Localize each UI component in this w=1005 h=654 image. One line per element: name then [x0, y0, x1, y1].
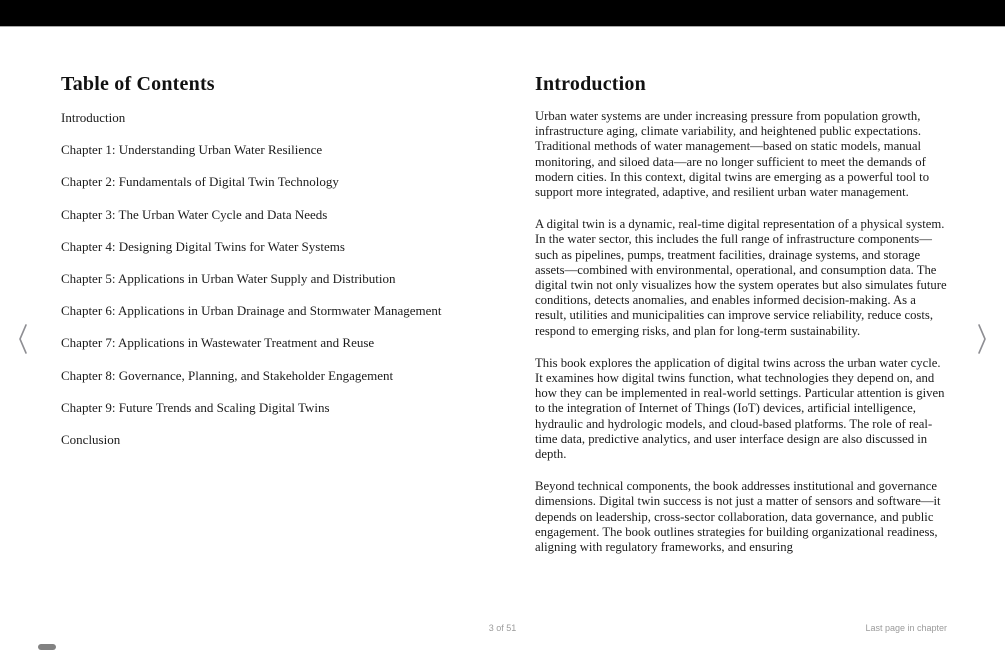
toc-item-chapter-7[interactable]: Chapter 7: Applications in Wastewater Treatment and Reuse [61, 335, 375, 351]
body-paragraph-3: This book explores the application of digital twins across the urban water cycle. It examines how digital twins function, what technologies they depend on, and how they can be implemented in real-world settings. Particular attention is given to the integration of Internet of Things (IoT) devices, artificial intelligence, hydraulic and hydrologic models, and cloud-based platforms. The role of real-time data, predictive analytics, and user interface design are also discussed in depth. [535, 355, 945, 462]
body-paragraph-2: A digital twin is a dynamic, real-time digital representation of a physical system. In the water sector, this includes the full range of infrastructure components—such as pipelines, pumps, treatment facilities, drainage systems, and storage assets—combined with environmental, operational, and consumption data. The digital twin not only visualizes how the system operates but also simulates future conditions, detects anomalies, and enables informed decision-making. As a result, utilities and municipalities can improve service reliability, reduce costs, respond to emerging risks, and plan for long-term sustainability. [535, 217, 947, 338]
toc-item-chapter-8[interactable]: Chapter 8: Governance, Planning, and Stakeholder Engagement [61, 367, 394, 383]
body-paragraph-4: Beyond technical components, the book addresses institutional and governance dimensions. Digital twin success is not just a matter of sensors and software—it depends on leadership, cross-sector collaboration, data governance, and public engagement. The book outlines strategies for building organizational readiness, aligning with regulatory frameworks, and ensuring [535, 479, 941, 555]
toc-item-chapter-5[interactable]: Chapter 5: Applications in Urban Water Supply and Distribution [61, 271, 396, 287]
toc-page [61, 72, 486, 456]
body-paragraph-1: Urban water systems are under increasing pressure from population growth, infrastructure aging, climate variability, and heightened public expectations. Traditional methods of water management—based on static models, manual monitoring, and siloed data—are no longer sufficient to meet the demands of modern cities. In this context, digital twins are emerging as a powerful tool to support more integrated, adaptive, and resilient urban water management. [535, 109, 930, 200]
toc-item-introduction[interactable]: Introduction [61, 110, 126, 125]
toc-item-chapter-9[interactable]: Chapter 9: Future Trends and Scaling Digital Twins [61, 399, 330, 415]
toc-item-chapter-2[interactable]: Chapter 2: Fundamentals of Digital Twin Technology [61, 174, 339, 190]
toc-item-chapter-3[interactable]: Chapter 3: The Urban Water Cycle and Data Needs [61, 206, 328, 222]
toc-item-conclusion[interactable]: Conclusion [61, 432, 121, 448]
page-indicator: 3 of 51 [488, 623, 517, 633]
chapter-status-label: Last page in chapter [865, 623, 947, 633]
introduction-page [535, 72, 947, 572]
next-page-button[interactable] [970, 320, 994, 358]
chevron-right-icon [970, 320, 994, 358]
chevron-left-icon [11, 320, 35, 358]
chapter-title: Introduction [535, 73, 646, 95]
toc-item-chapter-6[interactable]: Chapter 6: Applications in Urban Drainage and Stormwater Management [61, 303, 442, 319]
toc-title: Table of Contents [61, 73, 215, 95]
bottom-left-pill-handle[interactable] [38, 644, 56, 650]
previous-page-button[interactable] [11, 320, 35, 358]
toc-item-chapter-1[interactable]: Chapter 1: Understanding Urban Water Resilience [61, 142, 323, 158]
top-bar [0, 0, 1005, 27]
toc-item-chapter-4[interactable]: Chapter 4: Designing Digital Twins for Water Systems [61, 238, 345, 254]
toc-list [61, 102, 486, 456]
